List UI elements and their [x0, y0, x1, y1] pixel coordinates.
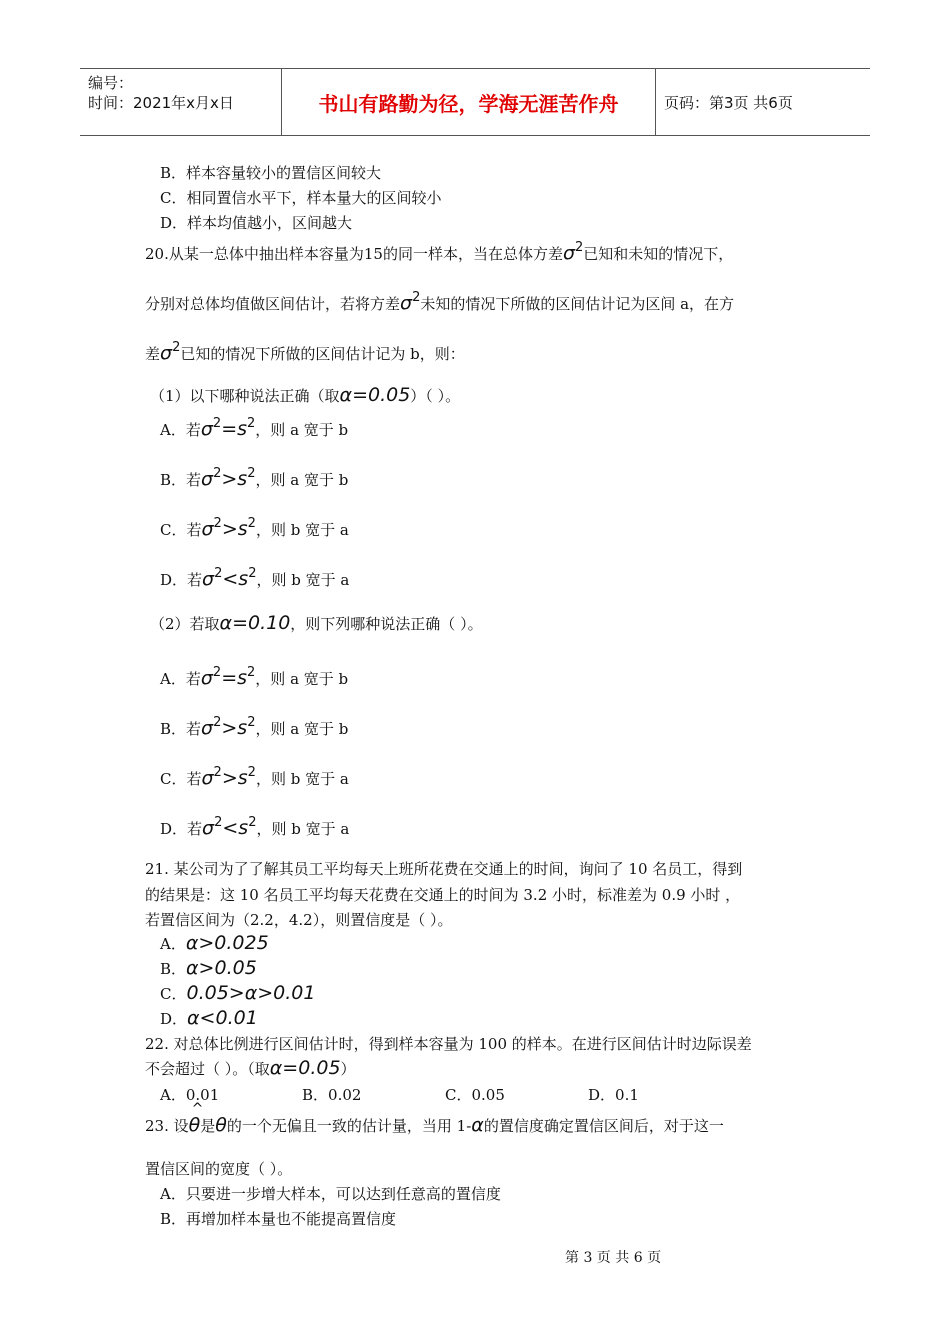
q19-option-d: D．样本均值越小，区间越大: [160, 214, 353, 232]
motto: 书山有路勤为径，学海无涯苦作舟: [282, 69, 656, 135]
q21-option-c: C．0.05>α>0.01: [160, 982, 316, 1004]
q20-option: B．若σ2>s2，则 a 宽于 b: [160, 715, 349, 739]
q20-line-3: 差σ2已知的情况下所做的区间估计记为 b，则：: [145, 340, 465, 364]
q22-option-c: C．0.05: [445, 1086, 505, 1104]
page-label: 页码：第3页 共6页: [664, 93, 793, 112]
q20-option: B．若σ2>s2，则 a 宽于 b: [160, 466, 349, 490]
q21-line-2: 的结果是：这 10 名员工平均每天花费在交通上的时间为 3.2 小时，标准差为 0.9 小时 ，: [145, 886, 741, 904]
q20-option: C．若σ2>s2，则 b 宽于 a: [160, 516, 349, 540]
q20-part-1: （1）以下哪种说法正确（取α=0.05）（ ）。: [150, 384, 461, 406]
q21-option-d: D．α<0.01: [160, 1007, 258, 1029]
q20-option: D．若σ2<s2，则 b 宽于 a: [160, 566, 350, 590]
q19-option-c: C．相同置信水平下，样本量大的区间较小: [160, 189, 442, 207]
q20-line-2: 分别对总体均值做区间估计，若将方差σ2未知的情况下所做的区间估计记为区间 a，在方: [145, 290, 735, 314]
q22-option-a: A．0.01: [160, 1086, 220, 1104]
header-meta: [80, 69, 282, 135]
q21-option-b: B．α>0.05: [160, 957, 257, 979]
q19-option-b: B．样本容量较小的置信区间较大: [160, 164, 382, 182]
q20-line-1: 20.从某一总体中抽出样本容量为15的同一样本，当在总体方差σ2已知和未知的情况下，: [145, 240, 734, 264]
q23-option-b: B．再增加样本量也不能提高置信度: [160, 1210, 397, 1228]
q20-option: A．若σ2=s2，则 a 宽于 b: [160, 416, 349, 440]
code-label: 编号：: [88, 74, 134, 92]
theta-hat-symbol: ^ θ: [189, 1114, 201, 1136]
q21-option-a: A．α>0.025: [160, 932, 269, 954]
q20-option: C．若σ2>s2，则 b 宽于 a: [160, 765, 349, 789]
page-header: [80, 68, 870, 136]
page-footer: 第 3 页 共 6 页: [565, 1250, 662, 1266]
q21-line-3: 若置信区间为（2.2，4.2），则置信度是（ ）。: [145, 911, 453, 929]
q22-line-1: 22. 对总体比例进行区间估计时，得到样本容量为 100 的样本。在进行区间估计时边际误差: [145, 1035, 752, 1053]
time-label: 时间：2021年x月x日: [88, 94, 234, 112]
q22-line-2: 不会超过（ ）。（取α=0.05）: [145, 1057, 356, 1079]
q20-part-2: （2）若取α=0.10，则下列哪种说法正确（ ）。: [150, 612, 483, 634]
q20-option: D．若σ2<s2，则 b 宽于 a: [160, 815, 350, 839]
q20-option: A．若σ2=s2，则 a 宽于 b: [160, 665, 349, 689]
q22-option-b: B．0.02: [302, 1086, 362, 1104]
q21-line-1: 21. 某公司为了了解其员工平均每天上班所花费在交通上的时间，询问了 10 名员工，得到: [145, 860, 743, 878]
q23-line-2: 置信区间的宽度（ ）。: [145, 1160, 293, 1178]
q22-option-d: D．0.1: [588, 1086, 639, 1104]
q23-line-1: 23. 设^ θ是θ的一个无偏且一致的估计量，当用 1-α的置信度确定置信区间后，对于这一: [145, 1114, 724, 1136]
q23-option-a: A．只要进一步增大样本，可以达到任意高的置信度: [160, 1185, 501, 1203]
